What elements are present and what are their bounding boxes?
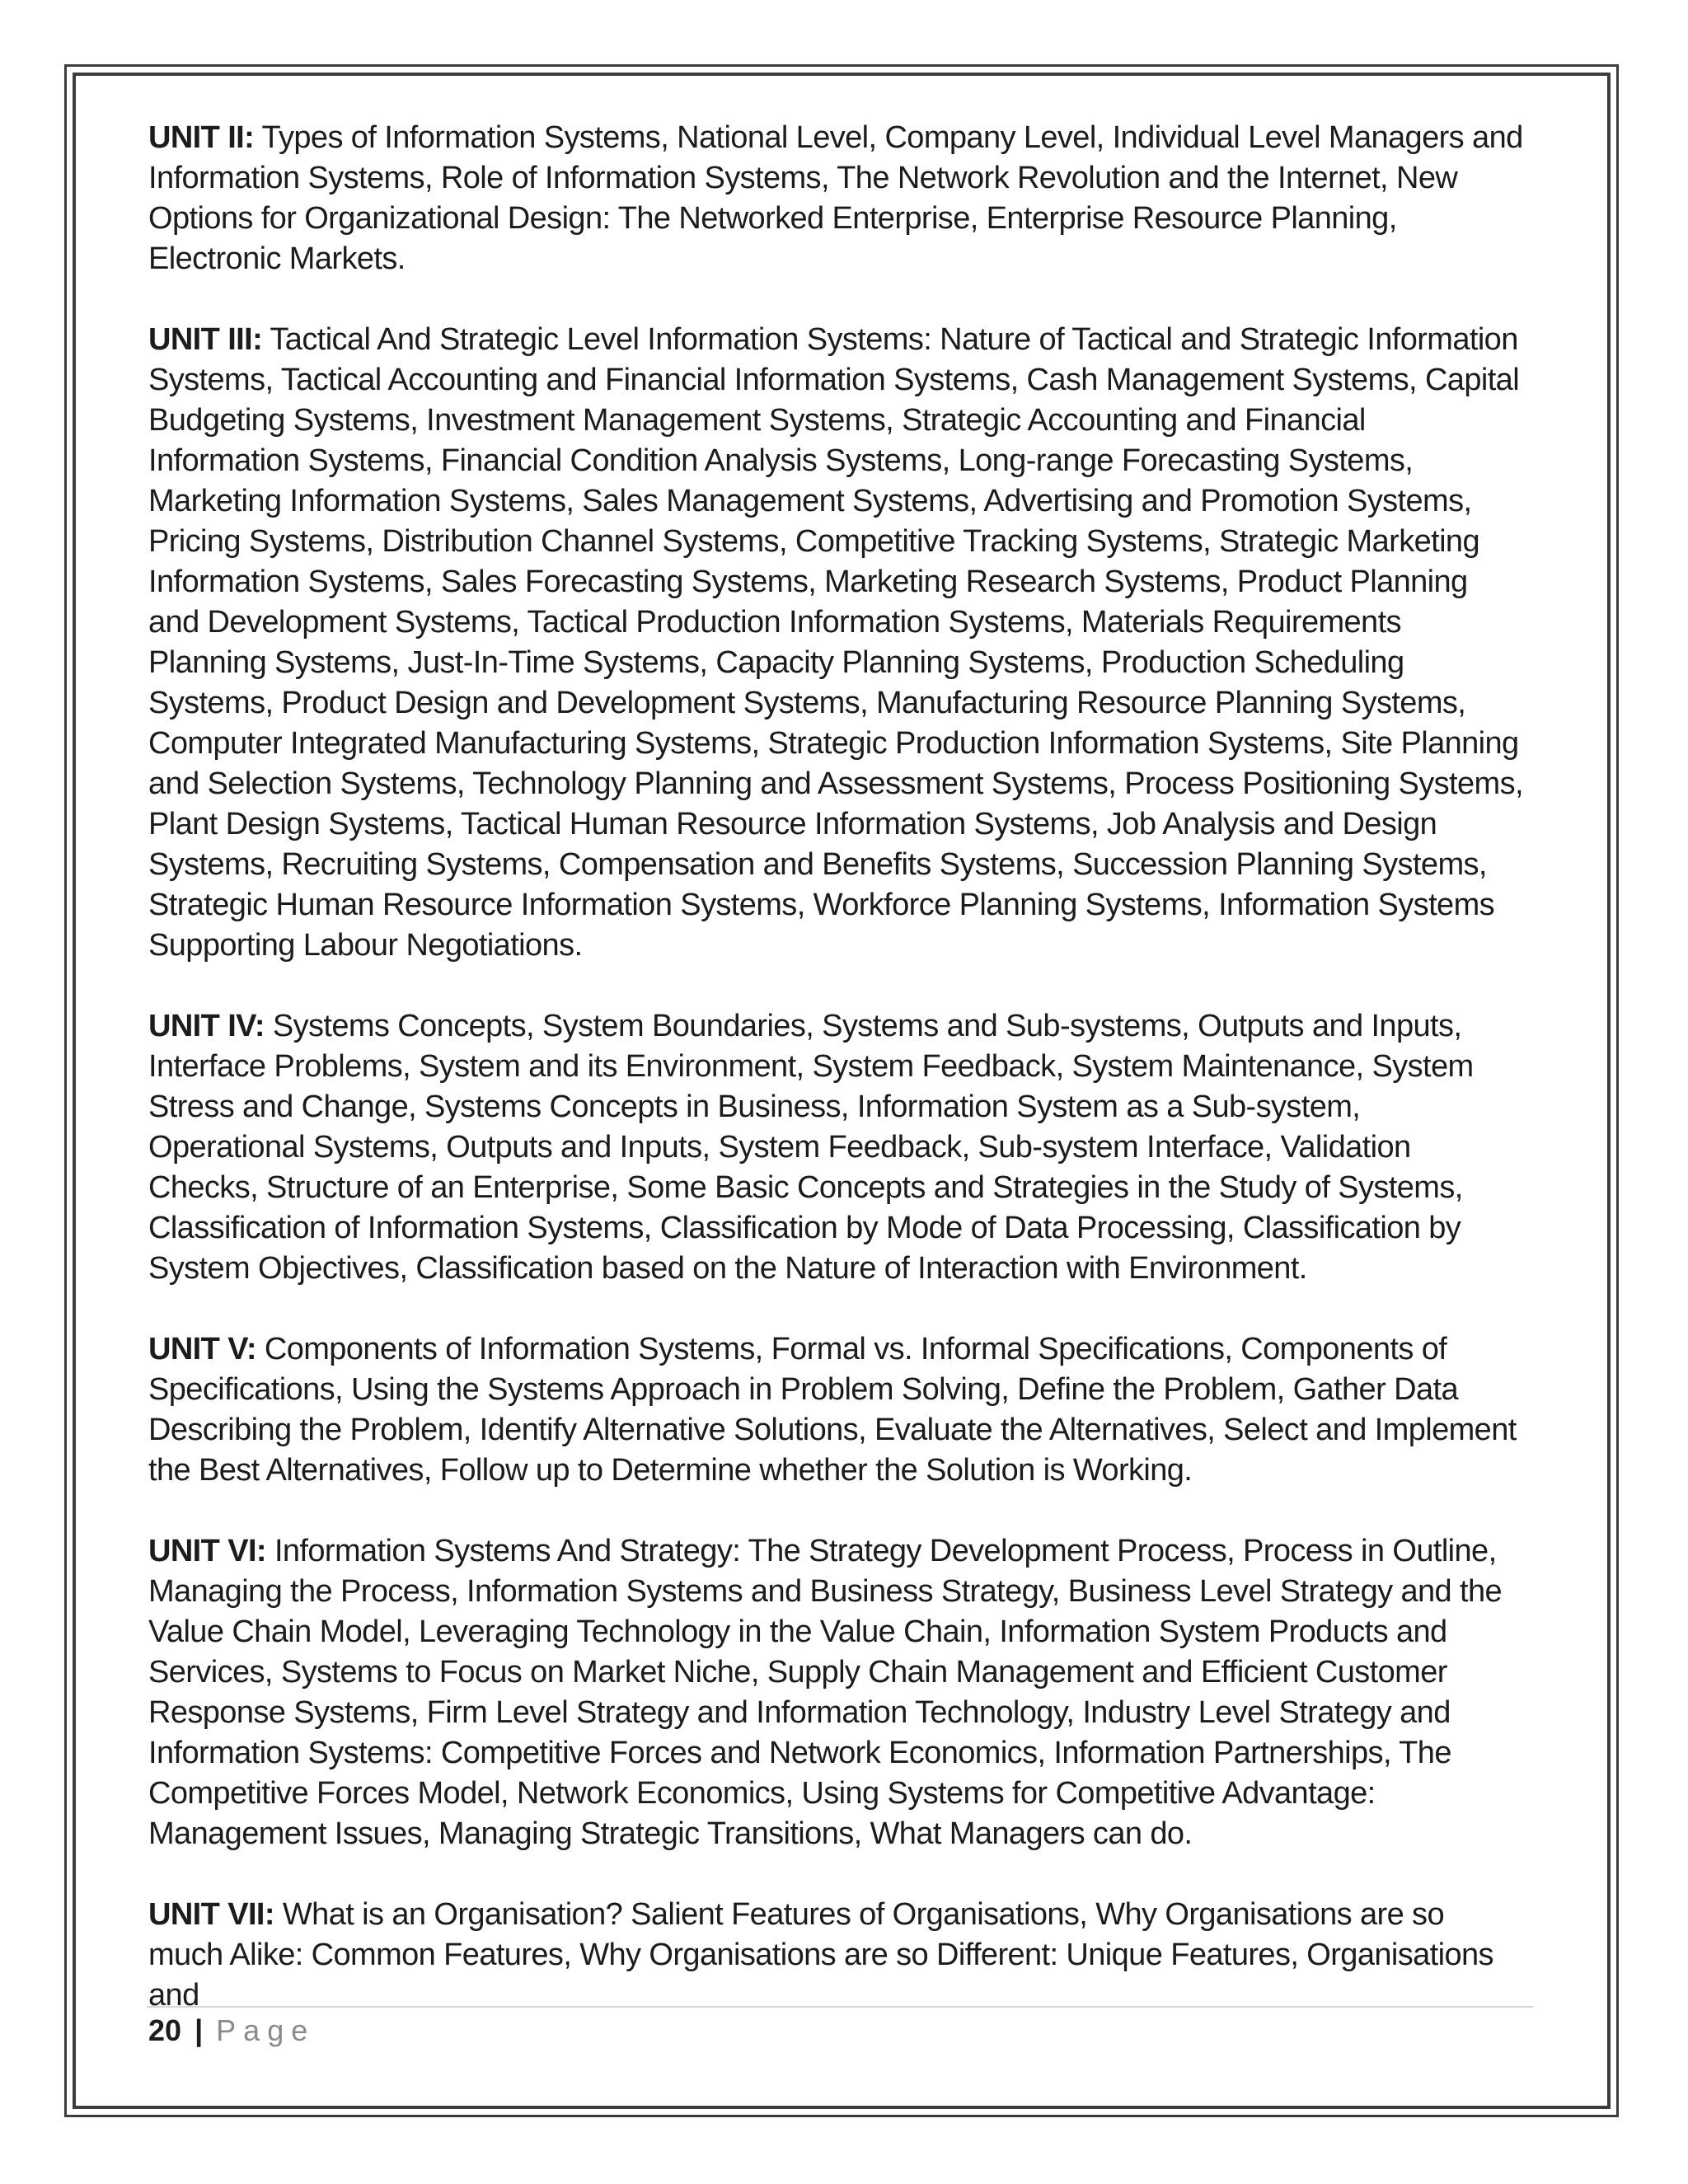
unit-7-text: What is an Organisation? Salient Features of Organisations, Why Organisations are so much Alike: Common Features, Why Organisations are so Different: Unique Features, Organisations and bbox=[148, 1897, 1493, 2013]
unit-7-label: UNIT VII: bbox=[148, 1897, 274, 1932]
unit-6-label: UNIT VI: bbox=[148, 1534, 266, 1568]
unit-2-paragraph bbox=[148, 118, 1525, 279]
unit-6-text: Information Systems And Strategy: The Strategy Development Process, Process in Outline, Managing the Process, Information Systems and Business Strategy, Business Level Strategy and the Value Chain Model, Leveraging Technology in the Value Chain, Information System Products and Services, Systems to Focus on Market Niche, Supply Chain Management and Efficient Customer Response Systems, Firm Level Strategy and Information Technology, Industry Level Strategy and Information Systems: Competitive Forces and Network Economics, Information Partnerships, The Competitive Forces Model, Network Economics, Using Systems for Competitive Advantage: Management Issues, Managing Strategic Transitions, What Managers can do. bbox=[148, 1534, 1503, 1851]
unit-3-label: UNIT III: bbox=[148, 322, 263, 357]
unit-5-text: Components of Information Systems, Formal vs. Informal Specifications, Components of Specifications, Using the Systems Approach in Problem Solving, Define the Problem, Gather Data Describing the Problem, Identify Alternative Solutions, Evaluate the Alternatives, Select and Implement the Best Alternatives, Follow up to Determine whether the Solution is Working. bbox=[148, 1332, 1517, 1488]
unit-2-text: Types of Information Systems, National Level, Company Level, Individual Level Managers and Information Systems, Role of Information Systems, The Network Revolution and the Internet, New Options for Organizational Design: The Networked Enterprise, Enterprise Resource Planning, Electronic Markets. bbox=[148, 120, 1523, 276]
unit-7-paragraph bbox=[148, 1895, 1525, 2016]
unit-5-label: UNIT V: bbox=[148, 1332, 256, 1366]
unit-4-paragraph bbox=[148, 1006, 1525, 1289]
unit-6-paragraph bbox=[148, 1531, 1525, 1854]
unit-3-paragraph bbox=[148, 320, 1525, 966]
footer-rule bbox=[147, 2006, 1533, 2008]
unit-2-label: UNIT II: bbox=[148, 120, 255, 155]
unit-4-text: Systems Concepts, System Boundaries, Systems and Sub-systems, Outputs and Inputs, Interface Problems, System and its Environment, System Feedback, System Maintenance, System Stress and Change, Systems Concepts in Business, Information System as a Sub-system, Operational Systems, Outputs and Inputs, System Feedback, Sub-system Interface, Validation Checks, Structure of an Enterprise, Some Basic Concepts and Strategies in the Study of Systems, Classification of Information Systems, Classification by Mode of Data Processing, Classification by System Objectives, Classification based on the Nature of Interaction with Environment. bbox=[148, 1009, 1474, 1286]
unit-4-label: UNIT IV: bbox=[148, 1009, 265, 1043]
footer-separator: | bbox=[195, 2013, 204, 2047]
page-word: Page bbox=[216, 2013, 316, 2047]
unit-3-text: Tactical And Strategic Level Information Systems: Nature of Tactical and Strategic Information Systems, Tactical Accounting and Financial Information Systems, Cash Management Systems, Capital Budgeting Systems, Investment Management Systems, Strategic Accounting and Financial Information Systems, Financial Condition Analysis Systems, Long-range Forecasting Systems, Marketing Information Systems, Sales Management Systems, Advertising and Promotion Systems, Pricing Systems, Distribution Channel Systems, Competitive Tracking Systems, Strategic Marketing Information Systems, Sales Forecasting Systems, Marketing Research Systems, Product Planning and Development Systems, Tactical Production Information Systems, Materials Requirements Planning Systems, Just-In-Time Systems, Capacity Planning Systems, Production Scheduling Systems, Product Design and Development Systems, Manufacturing Resource Planning Systems, Computer Integrated Manufacturing Systems, Strategic Production Information Systems, Site Planning and Selection Systems, Technology Planning and Assessment Systems, Process Positioning Systems, Plant Design Systems, Tactical Human Resource Information Systems, Job Analysis and Design Systems, Recruiting Systems, Compensation and Benefits Systems, Succession Planning Systems, Strategic Human Resource Information Systems, Workforce Planning Systems, Information Systems Supporting Labour Negotiations. bbox=[148, 322, 1523, 963]
page-footer bbox=[148, 2011, 315, 2050]
page-number: 20 bbox=[148, 2013, 182, 2047]
unit-5-paragraph bbox=[148, 1329, 1525, 1491]
syllabus-content bbox=[148, 118, 1525, 2056]
